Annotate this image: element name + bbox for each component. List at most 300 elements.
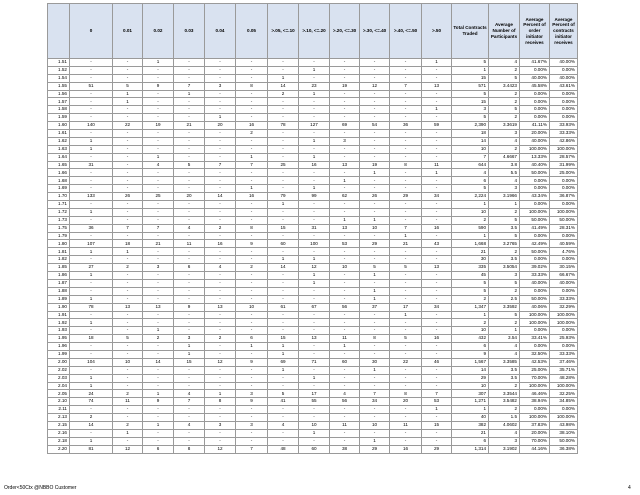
table-cell: -	[360, 311, 390, 319]
table-cell: -	[236, 374, 268, 382]
table-cell: 26	[113, 193, 143, 201]
table-cell: -	[422, 130, 452, 138]
table-cell: -	[330, 429, 360, 437]
table-row	[48, 153, 578, 161]
table-cell: 1	[70, 248, 113, 256]
table-cell: -	[268, 406, 299, 414]
table-cell: 1	[360, 366, 390, 374]
table-cell: 0.00%	[520, 90, 550, 98]
table-cell: 67	[299, 303, 330, 311]
table-cell: -	[143, 130, 174, 138]
table-cell: 11	[422, 161, 452, 169]
table-cell: -	[70, 279, 113, 287]
table-cell: 36	[70, 224, 113, 232]
table-cell: -	[360, 137, 390, 145]
row-label: 1.92	[48, 319, 70, 327]
table-cell: -	[268, 374, 299, 382]
table-cell: -	[174, 256, 205, 264]
table-row	[48, 130, 578, 138]
table-cell: 16	[422, 335, 452, 343]
table-cell: 0.00%	[520, 185, 550, 193]
table-cell: -	[174, 201, 205, 209]
table-cell: 3	[236, 390, 268, 398]
table-cell: 5	[452, 185, 489, 193]
table-cell: 60	[268, 240, 299, 248]
table-cell: 8	[236, 224, 268, 232]
table-cell: 0.00%	[520, 114, 550, 122]
table-cell: 12	[205, 445, 236, 453]
table-cell: 5	[360, 264, 390, 272]
table-cell: 100.00%	[550, 208, 578, 216]
table-cell: 21	[143, 240, 174, 248]
table-cell: 41.67%	[520, 59, 550, 67]
table-cell: -	[268, 429, 299, 437]
table-cell: 0.00%	[550, 185, 578, 193]
table-cell: -	[268, 98, 299, 106]
table-cell: -	[236, 66, 268, 74]
table-cell: 5	[489, 311, 520, 319]
table-cell: 3.1902	[489, 445, 520, 453]
table-cell: -	[70, 216, 113, 224]
table-cell: 40.00%	[550, 59, 578, 67]
table-cell: 2	[143, 335, 174, 343]
table-cell: 2	[489, 145, 520, 153]
table-cell: -	[174, 406, 205, 414]
table-cell: -	[390, 66, 422, 74]
table-cell: -	[390, 279, 422, 287]
table-cell: -	[330, 74, 360, 82]
table-cell: -	[390, 429, 422, 437]
table-cell: -	[268, 295, 299, 303]
table-cell: 1	[360, 437, 390, 445]
table-cell: 53	[330, 240, 360, 248]
table-cell: -	[330, 279, 360, 287]
table-cell: 99	[299, 193, 330, 201]
table-cell: -	[390, 201, 422, 209]
table-cell: 1	[330, 216, 360, 224]
table-cell: 2	[489, 319, 520, 327]
table-cell: 3	[330, 137, 360, 145]
table-cell: -	[390, 74, 422, 82]
table-cell: 2	[489, 287, 520, 295]
row-label: 1.52	[48, 66, 70, 74]
table-cell: -	[174, 311, 205, 319]
row-label: 1.54	[48, 74, 70, 82]
table-cell: 7	[236, 161, 268, 169]
table-cell: -	[236, 327, 268, 335]
table-cell: -	[113, 153, 143, 161]
table-cell: -	[113, 350, 143, 358]
table-cell: -	[113, 114, 143, 122]
table-row	[48, 390, 578, 398]
table-cell: -	[360, 248, 390, 256]
table-cell: 40.00%	[550, 74, 578, 82]
row-label: 1.88	[48, 287, 70, 295]
table-cell: 1	[174, 343, 205, 351]
table-cell: -	[143, 256, 174, 264]
table-cell: -	[174, 59, 205, 67]
table-row	[48, 358, 578, 366]
table-cell: 46.46%	[520, 390, 550, 398]
table-cell: 382	[452, 421, 489, 429]
table-cell: 0.00%	[550, 177, 578, 185]
table-cell: 14	[268, 82, 299, 90]
table-cell: 10	[360, 224, 390, 232]
table-cell: -	[205, 201, 236, 209]
table-cell: 1	[452, 66, 489, 74]
table-cell: -	[268, 177, 299, 185]
table-cell: 50.00%	[520, 248, 550, 256]
table-cell: 571	[452, 82, 489, 90]
table-cell: 100.00%	[520, 414, 550, 422]
table-cell: -	[143, 311, 174, 319]
table-row	[48, 201, 578, 209]
table-cell: 20	[390, 398, 422, 406]
table-cell: -	[299, 232, 330, 240]
table-cell: -	[236, 98, 268, 106]
table-cell: 43.34%	[520, 193, 550, 201]
table-cell: 50.00%	[520, 295, 550, 303]
table-cell: 50.00%	[550, 437, 578, 445]
table-cell: -	[422, 279, 452, 287]
row-label: 1.89	[48, 295, 70, 303]
table-cell: 48	[268, 445, 299, 453]
table-cell: 3	[489, 185, 520, 193]
table-cell: -	[390, 59, 422, 67]
table-cell: 9	[143, 82, 174, 90]
table-cell: -	[422, 350, 452, 358]
table-cell: 6	[174, 264, 205, 272]
table-cell: -	[205, 437, 236, 445]
table-cell: -	[330, 114, 360, 122]
table-cell: -	[390, 272, 422, 280]
table-cell: 2	[489, 66, 520, 74]
table-cell: -	[360, 232, 390, 240]
table-cell: -	[236, 232, 268, 240]
table-cell: 4.6667	[489, 153, 520, 161]
column-header: Average Percent of contracts initiator receives	[550, 4, 578, 59]
table-cell: 2	[113, 264, 143, 272]
table-cell: -	[143, 90, 174, 98]
table-cell: -	[70, 98, 113, 106]
table-cell: 0.00%	[520, 256, 550, 264]
table-cell: 8	[390, 390, 422, 398]
table-cell: -	[113, 366, 143, 374]
table-cell: 8	[205, 398, 236, 406]
table-cell: 8	[360, 335, 390, 343]
table-cell: 2	[113, 421, 143, 429]
row-label: 2.04	[48, 382, 70, 390]
table-cell: 46	[422, 358, 452, 366]
table-cell: -	[268, 137, 299, 145]
table-cell: -	[113, 201, 143, 209]
table-cell: 19	[143, 122, 174, 130]
table-cell: 6	[452, 437, 489, 445]
table-cell: 1	[70, 319, 113, 327]
table-row	[48, 169, 578, 177]
table-cell: -	[143, 74, 174, 82]
table-cell: 5	[489, 216, 520, 224]
table-cell: 56	[330, 303, 360, 311]
table-cell: -	[205, 153, 236, 161]
row-label: 1.79	[48, 232, 70, 240]
table-cell: -	[422, 185, 452, 193]
column-header: >.10, <=.20	[299, 4, 330, 59]
table-cell: 70.00%	[520, 374, 550, 382]
table-cell: 42.86%	[550, 137, 578, 145]
table-cell: -	[70, 366, 113, 374]
table-cell: 5	[489, 74, 520, 82]
table-cell: -	[299, 177, 330, 185]
table-cell: 1	[299, 185, 330, 193]
table-cell: 31.99%	[550, 161, 578, 169]
table-cell: -	[70, 169, 113, 177]
table-cell: 21	[390, 240, 422, 248]
table-cell: 1	[360, 272, 390, 280]
table-cell: 1	[489, 201, 520, 209]
table-cell: -	[330, 295, 360, 303]
table-cell: -	[330, 287, 360, 295]
table-cell: -	[70, 106, 113, 114]
table-cell: -	[422, 232, 452, 240]
table-cell: 4	[489, 137, 520, 145]
table-cell: 40.40%	[520, 161, 550, 169]
table-cell: 25	[268, 161, 299, 169]
table-cell: -	[360, 185, 390, 193]
table-cell: -	[113, 106, 143, 114]
table-cell: 29	[422, 445, 452, 453]
table-cell: -	[205, 319, 236, 327]
table-cell: -	[390, 437, 422, 445]
table-cell: -	[174, 153, 205, 161]
table-cell: -	[422, 311, 452, 319]
table-cell: 14	[70, 421, 113, 429]
table-cell: -	[70, 311, 113, 319]
table-cell: -	[268, 437, 299, 445]
table-cell: -	[360, 279, 390, 287]
table-cell: 1	[70, 208, 113, 216]
table-cell: -	[236, 106, 268, 114]
table-row	[48, 114, 578, 122]
table-cell: 1	[70, 137, 113, 145]
table-cell: 15	[452, 74, 489, 82]
table-cell: 140	[70, 122, 113, 130]
table-cell: -	[113, 287, 143, 295]
table-cell: -	[113, 66, 143, 74]
table-cell: 28.31%	[550, 224, 578, 232]
table-cell: -	[268, 169, 299, 177]
table-cell: -	[330, 232, 360, 240]
table-cell: -	[143, 177, 174, 185]
row-label: 1.86	[48, 272, 70, 280]
table-cell: 4	[489, 350, 520, 358]
table-cell: 40.00%	[520, 279, 550, 287]
table-cell: 4	[143, 161, 174, 169]
table-cell: -	[143, 114, 174, 122]
table-row	[48, 350, 578, 358]
table-cell: -	[299, 130, 330, 138]
table-cell: -	[299, 382, 330, 390]
page-number: 4	[628, 485, 631, 491]
table-cell: 0.00%	[550, 114, 578, 122]
table-cell: 15	[268, 224, 299, 232]
table-cell: -	[70, 327, 113, 335]
table-cell: -	[360, 429, 390, 437]
table-row	[48, 406, 578, 414]
table-row	[48, 185, 578, 193]
table-row	[48, 240, 578, 248]
table-cell: 1	[113, 90, 143, 98]
table-cell: -	[70, 429, 113, 437]
table-cell: 1	[174, 350, 205, 358]
table-cell: -	[390, 98, 422, 106]
table-cell: -	[330, 256, 360, 264]
table-cell: 0.00%	[550, 343, 578, 351]
table-cell: 33.33%	[550, 350, 578, 358]
table-cell: 3.5	[489, 224, 520, 232]
table-cell: -	[236, 59, 268, 67]
column-header: 0.02	[143, 4, 174, 59]
table-cell: 21	[174, 122, 205, 130]
table-cell: 21	[452, 248, 489, 256]
table-header-row	[48, 4, 578, 59]
table-cell: -	[330, 153, 360, 161]
table-cell: 1	[70, 382, 113, 390]
table-cell: -	[330, 366, 360, 374]
table-cell: 7	[174, 398, 205, 406]
table-cell: -	[113, 272, 143, 280]
table-cell: 1	[299, 279, 330, 287]
table-cell: -	[268, 59, 299, 67]
table-cell: 4.0602	[489, 421, 520, 429]
table-cell: -	[205, 382, 236, 390]
table-cell: 4	[489, 59, 520, 67]
table-cell: -	[360, 201, 390, 209]
table-cell: 9	[452, 350, 489, 358]
table-row	[48, 311, 578, 319]
row-label: 1.69	[48, 185, 70, 193]
table-cell: 15	[268, 335, 299, 343]
row-label: 1.65	[48, 161, 70, 169]
table-cell: 100	[299, 240, 330, 248]
table-cell: 1	[422, 406, 452, 414]
table-cell: 33.33%	[550, 130, 578, 138]
table-cell: -	[390, 248, 422, 256]
column-header: >.30, <=.40	[360, 4, 390, 59]
table-cell: 1	[452, 201, 489, 209]
table-row	[48, 177, 578, 185]
table-cell: 45	[452, 272, 489, 280]
table-cell: -	[299, 295, 330, 303]
table-cell: 7	[360, 390, 390, 398]
table-row	[48, 382, 578, 390]
table-cell: -	[70, 232, 113, 240]
table-cell: 10	[236, 303, 268, 311]
table-row	[48, 319, 578, 327]
table-cell: -	[422, 145, 452, 153]
column-header: 0	[70, 4, 113, 59]
table-cell: -	[422, 153, 452, 161]
table-cell: -	[113, 343, 143, 351]
table-cell: 590	[452, 224, 489, 232]
table-cell: 34	[422, 303, 452, 311]
row-label: 1.51	[48, 59, 70, 67]
table-cell: -	[70, 256, 113, 264]
table-cell: 13	[422, 264, 452, 272]
table-cell: 15	[422, 421, 452, 429]
table-cell: -	[268, 114, 299, 122]
table-cell: 1	[143, 390, 174, 398]
table-cell: -	[390, 382, 422, 390]
table-cell: 54	[360, 122, 390, 130]
table-cell: 11	[113, 398, 143, 406]
row-label: 1.96	[48, 343, 70, 351]
table-cell: -	[390, 406, 422, 414]
table-cell: 28.57%	[550, 153, 578, 161]
table-cell: 71	[299, 358, 330, 366]
table-row	[48, 256, 578, 264]
row-label: 2.00	[48, 358, 70, 366]
table-cell: 37	[360, 303, 390, 311]
table-cell: 25.00%	[520, 366, 550, 374]
table-cell: -	[174, 66, 205, 74]
table-cell: 9	[236, 398, 268, 406]
table-cell: 27	[70, 264, 113, 272]
table-cell: 3.5	[489, 374, 520, 382]
table-row	[48, 264, 578, 272]
table-cell: 0.00%	[550, 98, 578, 106]
table-cell: -	[390, 137, 422, 145]
table-cell: -	[330, 145, 360, 153]
table-cell: 0.00%	[550, 256, 578, 264]
table-cell: 18	[113, 240, 143, 248]
table-cell: -	[236, 319, 268, 327]
table-cell: -	[113, 279, 143, 287]
table-cell: 38.94%	[520, 398, 550, 406]
table-cell: -	[143, 201, 174, 209]
table-cell: -	[360, 90, 390, 98]
table-cell: -	[390, 90, 422, 98]
table-cell: 17	[390, 303, 422, 311]
table-cell: -	[422, 90, 452, 98]
table-cell: 70.00%	[520, 437, 550, 445]
table-cell: -	[330, 66, 360, 74]
table-cell: 5.5	[489, 169, 520, 177]
column-header: 0.04	[205, 4, 236, 59]
table-cell: -	[390, 145, 422, 153]
table-cell: 3.2765	[489, 240, 520, 248]
row-label: 2.11	[48, 406, 70, 414]
table-cell: 3	[236, 421, 268, 429]
table-cell: -	[205, 279, 236, 287]
table-cell: 100.00%	[550, 311, 578, 319]
table-cell: 38	[330, 445, 360, 453]
table-cell: -	[205, 256, 236, 264]
table-cell: 4	[330, 390, 360, 398]
table-cell: 3.1966	[489, 193, 520, 201]
table-cell: 5	[113, 335, 143, 343]
table-row	[48, 90, 578, 98]
table-cell: 1,271	[452, 398, 489, 406]
table-cell: 36	[390, 122, 422, 130]
table-cell: -	[143, 287, 174, 295]
table-row	[48, 272, 578, 280]
table-cell: 59	[422, 122, 452, 130]
table-cell: 7	[113, 224, 143, 232]
table-cell: 43.61%	[550, 82, 578, 90]
table-cell: 2	[113, 390, 143, 398]
table-cell: 25.00%	[550, 169, 578, 177]
